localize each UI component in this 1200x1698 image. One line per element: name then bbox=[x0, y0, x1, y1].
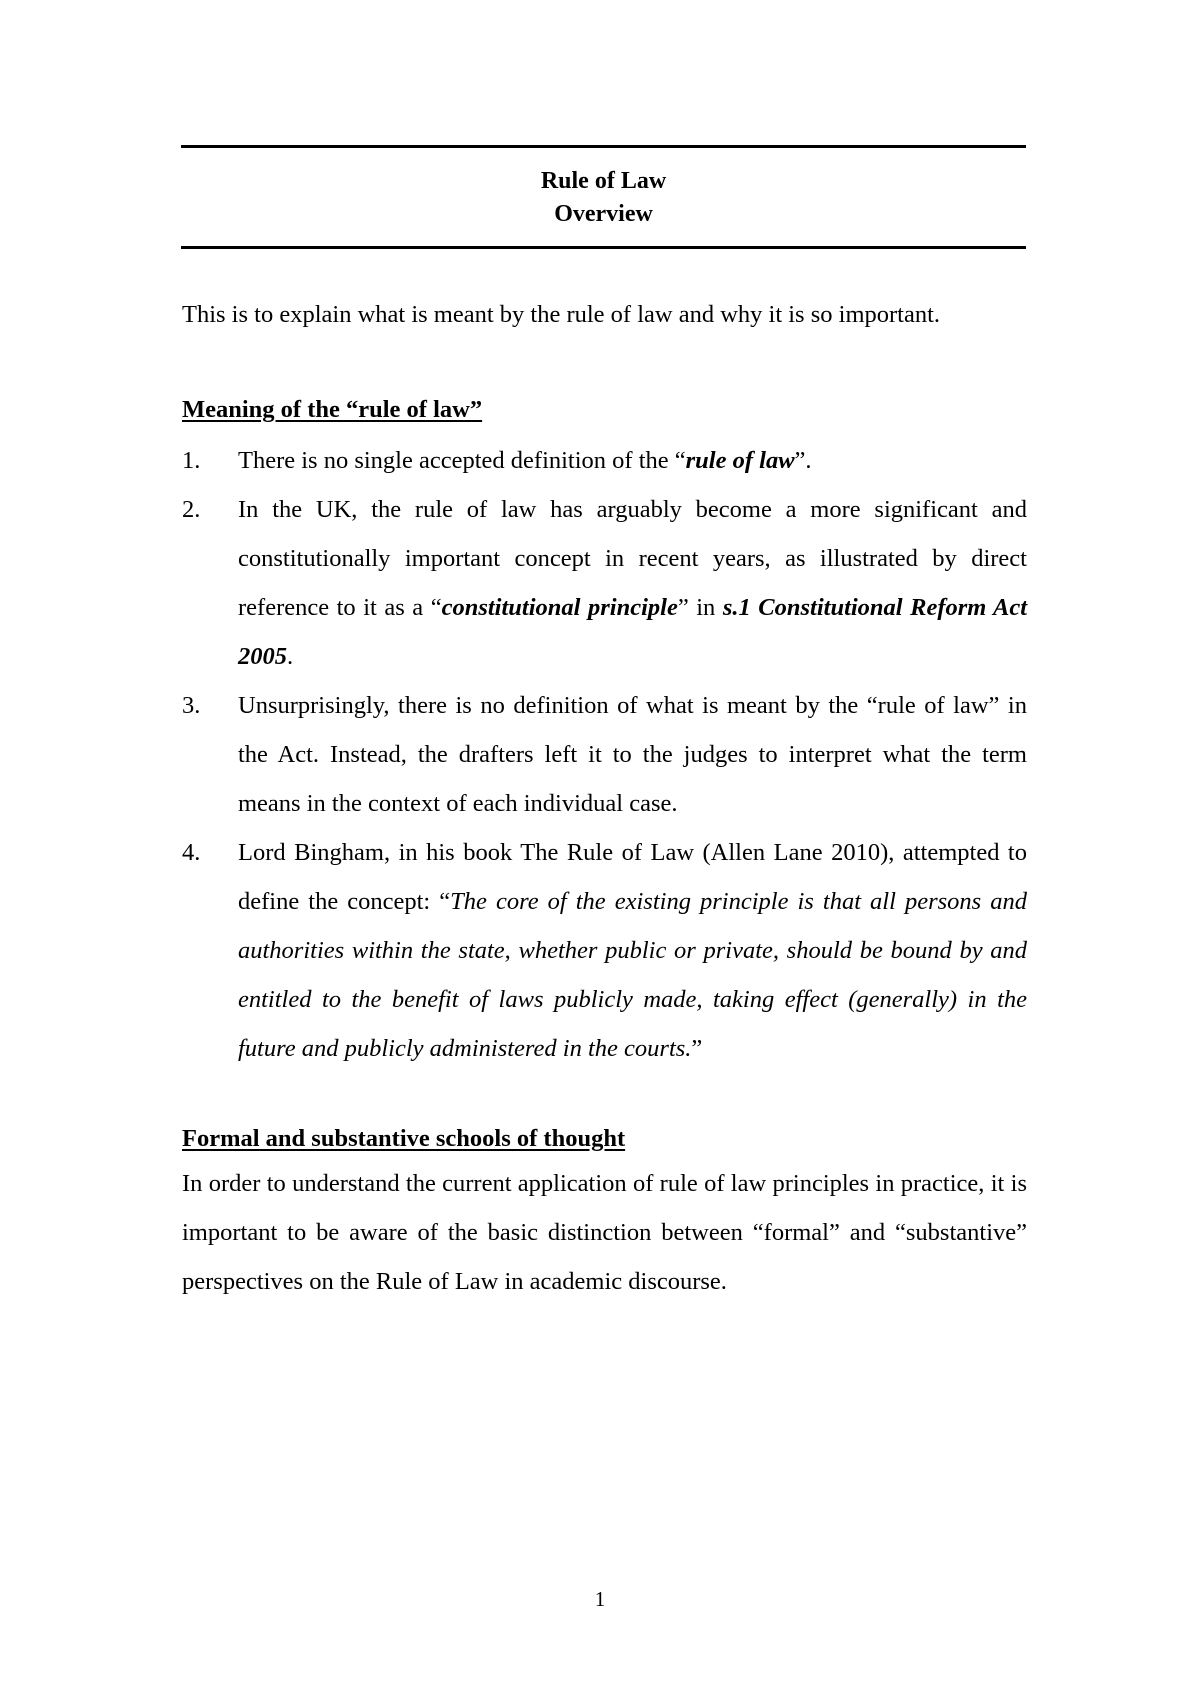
list-item-text: Unsurprisingly, there is no definition of what is meant by the “rule of law” in the Act. Instead, the drafters left it to the judges to interpret what the term means in the context of each individual case. bbox=[238, 692, 1027, 817]
bingham-quote: The core of the existing principle is that all persons and authorities within the state, whether public or private, should be bound by and entitled to the benefit of laws publicly made, taking effect (generally) in the future and publicly administered in the courts. bbox=[238, 888, 1027, 1062]
list-item-text-end: ”. bbox=[794, 447, 812, 474]
list-item-number: 3. bbox=[182, 692, 201, 719]
list-item-number: 1. bbox=[182, 447, 201, 474]
list-item-text-end: . bbox=[287, 643, 294, 670]
list-item-text: In the UK, the rule of law has arguably become a more significant and constitutionally important concept in recent years, as illustrated by direct reference to it as a “ bbox=[238, 496, 1027, 621]
document-title bbox=[181, 165, 1026, 231]
list-item-emphasis: constitutional principle bbox=[441, 594, 678, 621]
numbered-list bbox=[182, 436, 1027, 1073]
section-heading-schools: Formal and substantive schools of thought bbox=[182, 1125, 626, 1152]
list-item-number: 2. bbox=[182, 496, 201, 523]
list-item-text-end: ” bbox=[691, 1035, 703, 1062]
list-item-text: Lord Bingham, in his book The Rule of Law (Allen Lane 2010), attempted to define the concept: “ bbox=[238, 839, 1027, 915]
section-heading-meaning: Meaning of the “rule of law” bbox=[182, 396, 483, 423]
document-body bbox=[182, 296, 1027, 1306]
statute-reference: s.1 Constitutional Reform Act 2005 bbox=[238, 594, 1027, 670]
page-number: 1 bbox=[594, 1587, 606, 1611]
list-item-emphasis: rule of law bbox=[685, 447, 795, 474]
intro-paragraph: This is to explain what is meant by the rule of law and why it is so important. bbox=[182, 301, 941, 328]
schools-paragraph: In order to understand the current application of rule of law principles in practice, it is important to be aware of the basic distinction between “formal” and “substantive” perspectives on the Rule of Law in academic discourse. bbox=[182, 1170, 1027, 1295]
list-item-number: 4. bbox=[182, 839, 201, 866]
title-top-rule bbox=[181, 145, 1026, 148]
title-bottom-rule bbox=[181, 246, 1026, 249]
list-item-text: There is no single accepted definition of the “ bbox=[238, 447, 686, 474]
title-line-1: Rule of Law bbox=[540, 168, 667, 194]
list-item bbox=[182, 436, 1027, 485]
list-item bbox=[182, 828, 1027, 1073]
list-item-text-middle: ” in bbox=[677, 594, 723, 621]
list-item bbox=[182, 485, 1027, 681]
title-line-2: Overview bbox=[554, 201, 653, 227]
list-item bbox=[182, 681, 1027, 828]
